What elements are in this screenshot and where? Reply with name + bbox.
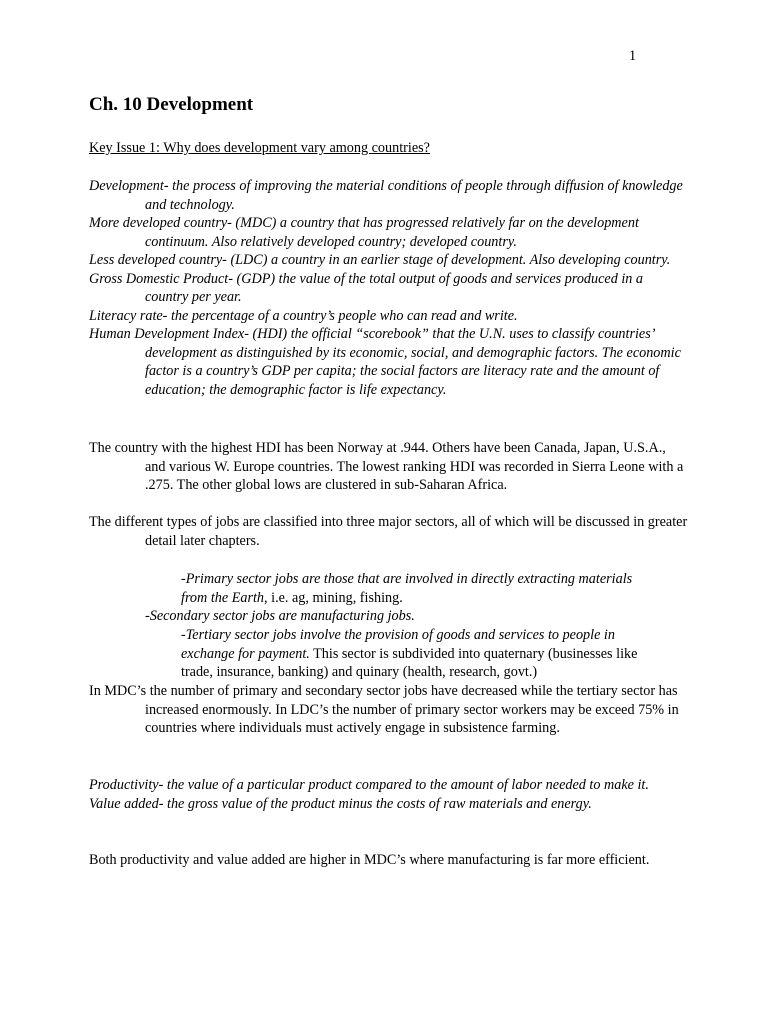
productivity-block [89, 776, 689, 813]
hdi-paragraph-block [89, 439, 689, 495]
sectors-intro: The different types of jobs are classified into three major sectors, all of which will be discussed in greater detail later chapters. [89, 514, 688, 549]
definition-hdi: Human Development Index- (HDI) the official “scorebook” that the U.N. uses to classify countries’ development as distinguished by its economic, social, and demographic factors. The economic factor is a country’s GDP per capita; the social factors are literacy rate and the amount of education; the demographic factor is life expectancy. [89, 326, 681, 398]
tertiary-sector-detail: This sector is subdivided into quaternary (businesses like trade, insurance, banking) and quinary (health, research, govt.) [181, 645, 638, 680]
definition-literacy-rate: Literacy rate- the percentage of a country’s people who can read and write. [89, 307, 518, 324]
tertiary-sector-term: -Tertiary sector jobs involve the provision of goods and services to people in exchange for payment. [181, 627, 615, 662]
definition-ldc: Less developed country- (LDC) a country in an earlier stage of development. Also developing country. [89, 252, 671, 268]
page-number: 1 [629, 48, 637, 64]
primary-sector-item [181, 570, 661, 607]
definition-mdc: More developed country- (MDC) a country that has progressed relatively far on the development continuum. Also relatively developed country; developed country. [89, 215, 639, 250]
secondary-sector-item: -Secondary sector jobs are manufacturing jobs. [145, 608, 415, 624]
closing-paragraph: Both productivity and value added are higher in MDC’s where manufacturing is far more efficient. [89, 852, 650, 868]
key-issue-heading: Key Issue 1: Why does development vary among countries? [89, 140, 430, 156]
tertiary-sector-item [181, 626, 661, 682]
mdc-paragraph: In MDC’s the number of primary and secondary sector jobs have decreased while the tertiary sector has increased enormously. In LDC’s the number of primary sector workers may be exceed 75% in countries where individuals must actively engage in subsistence farming. [89, 683, 679, 736]
definition-value-added: Value added- the gross value of the product minus the costs of raw materials and energy. [89, 795, 592, 812]
closing-paragraph-block [89, 851, 689, 870]
definitions-block [89, 177, 689, 399]
mdc-paragraph-block [89, 682, 689, 738]
primary-sector-term: -Primary sector jobs are those that are involved in directly extracting materials from the Earth [181, 571, 633, 606]
hdi-paragraph: The country with the highest HDI has been Norway at .944. Others have been Canada, Japan, U.S.A., and various W. Europe countries. The lowest ranking HDI was recorded in Sierra Leone with a .275. The other global lows are clustered in sub-Saharan Africa. [89, 440, 684, 493]
definition-development: Development- the process of improving the material conditions of people through diffusion of knowledge and technology. [89, 178, 683, 213]
definition-productivity: Productivity- the value of a particular product compared to the amount of labor needed to make it. [89, 777, 649, 793]
definition-gdp: Gross Domestic Product- (GDP) the value of the total output of goods and services produced in a country per year. [89, 270, 644, 305]
sectors-intro-block [89, 513, 689, 550]
page-title: Ch. 10 Development [89, 94, 254, 115]
primary-sector-examples: , i.e. ag, mining, fishing. [264, 589, 403, 606]
